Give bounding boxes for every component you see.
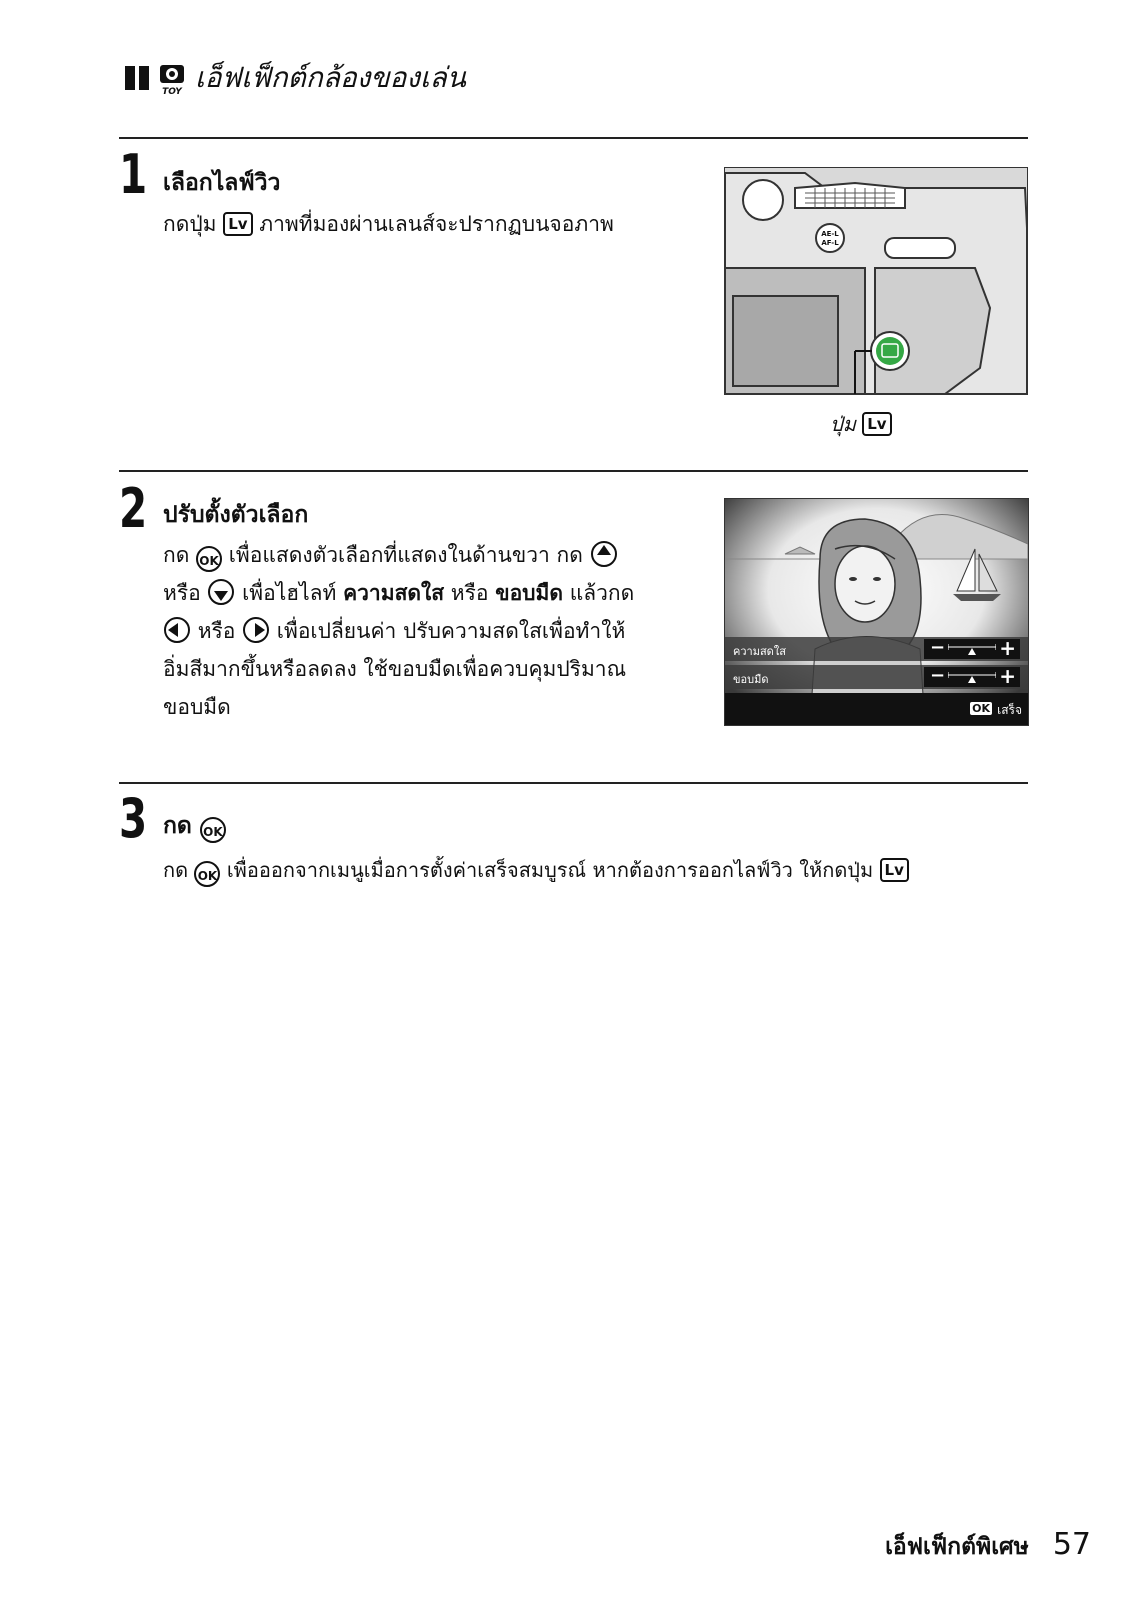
step-2-l1-b: เพื่อแสดงตัวเลือกที่แสดงในด้านขวา กด: [228, 543, 583, 567]
vignetting-term: ขอบมืด: [495, 581, 563, 605]
divider: [119, 782, 1028, 784]
step-3-title-text: กด: [163, 813, 192, 839]
toy-icon-label: TOY: [162, 87, 182, 95]
minus-icon: −: [930, 665, 946, 686]
ok-button-icon: OK: [200, 817, 226, 843]
step-2-l2-c: หรือ: [450, 581, 489, 605]
step-1-text: [163, 205, 614, 243]
multi-selector-down-icon: [207, 578, 235, 606]
divider: [119, 137, 1028, 139]
step-2-l2-a: หรือ: [163, 581, 201, 605]
ok-icon: OK: [972, 702, 990, 715]
ae-l-label: AE-L: [821, 230, 839, 238]
toy-camera-icon: [157, 61, 187, 95]
step-2-l2-d: แล้วกด: [569, 581, 635, 605]
step-2-l4: อิ่มสีมากขึ้นหรือลดลง ใช้ขอบมืดเพื่อควบคุมปริมาณ: [163, 657, 627, 681]
vividness-term: ความสดใส: [343, 581, 445, 605]
page-footer: [885, 1527, 1091, 1565]
vividness-marker: [968, 648, 976, 655]
step-2-l5: ขอบมืด: [163, 695, 231, 719]
ok-button-icon: OK: [196, 546, 222, 572]
step-2-number: 2: [119, 477, 148, 540]
step-1-number: 1: [119, 143, 148, 206]
vividness-row[interactable]: [725, 637, 1028, 661]
step-3-text: [163, 851, 909, 889]
multi-selector-up-icon: [590, 540, 618, 568]
done-label: เสร็จ: [997, 703, 1022, 717]
camera-back-illustration: [724, 167, 1028, 395]
page-number: 57: [1052, 1527, 1091, 1562]
vividness-label: ความสดใส: [733, 645, 786, 658]
lv-button-icon: Lv: [862, 412, 891, 436]
step-2-l1-a: กด: [163, 543, 190, 567]
step-1-title: เลือกไลฟ์วิว: [163, 170, 281, 196]
plus-icon: +: [999, 664, 1016, 688]
step-2-l3-b: เพื่อเปลี่ยนค่า ปรับความสดใสเพื่อทำให้: [276, 619, 626, 643]
step-1-text-b: ภาพที่มองผ่านเลนส์จะปรากฏบนจอภาพ: [259, 212, 614, 236]
step-3-title: [163, 808, 226, 844]
section-heading: [125, 56, 466, 100]
caption-text: ปุ่ม: [830, 412, 856, 436]
step-2-l3-a: หรือ: [197, 619, 236, 643]
ok-button-icon: OK: [194, 861, 220, 887]
vignetting-marker: [968, 676, 976, 683]
screen-footer-bar: [725, 693, 1028, 725]
toy-camera-settings-screen: [724, 498, 1029, 726]
step-2-text: [163, 536, 634, 726]
step-2-l2-b: เพื่อไฮไลท์: [242, 581, 337, 605]
lv-button-icon: Lv: [223, 212, 252, 236]
step-1-text-a: กดปุ่ม: [163, 212, 217, 236]
vignetting-slider[interactable]: [924, 664, 1020, 688]
step-3-number: 3: [119, 787, 148, 850]
plus-icon: +: [999, 636, 1016, 660]
vividness-slider[interactable]: [924, 636, 1020, 660]
step-2-title: ปรับตั้งตัวเลือก: [163, 502, 309, 528]
lv-button-icon: Lv: [880, 858, 909, 882]
af-l-label: AF-L: [821, 239, 839, 247]
multi-selector-right-icon: [242, 616, 270, 644]
vignetting-row[interactable]: [725, 665, 1028, 689]
page-title: เอ็ฟเฟ็กต์กล้องของเล่น: [195, 61, 466, 94]
step-3-text-b: เพื่อออกจากเมนูเมื่อการตั้งค่าเสร็จสมบูรณ์ หากต้องการออกไลฟ์วิว ให้กดปุ่ม: [226, 858, 874, 882]
divider: [119, 470, 1028, 472]
vignetting-label: ขอบมืด: [733, 673, 769, 686]
minus-icon: −: [930, 637, 946, 658]
lv-button-caption: [830, 408, 892, 440]
section-marker-icon: [125, 66, 149, 90]
step-3-text-a: กด: [163, 858, 189, 882]
footer-section-title: เอ็ฟเฟ็กต์พิเศษ: [885, 1534, 1029, 1560]
multi-selector-left-icon: [163, 616, 191, 644]
